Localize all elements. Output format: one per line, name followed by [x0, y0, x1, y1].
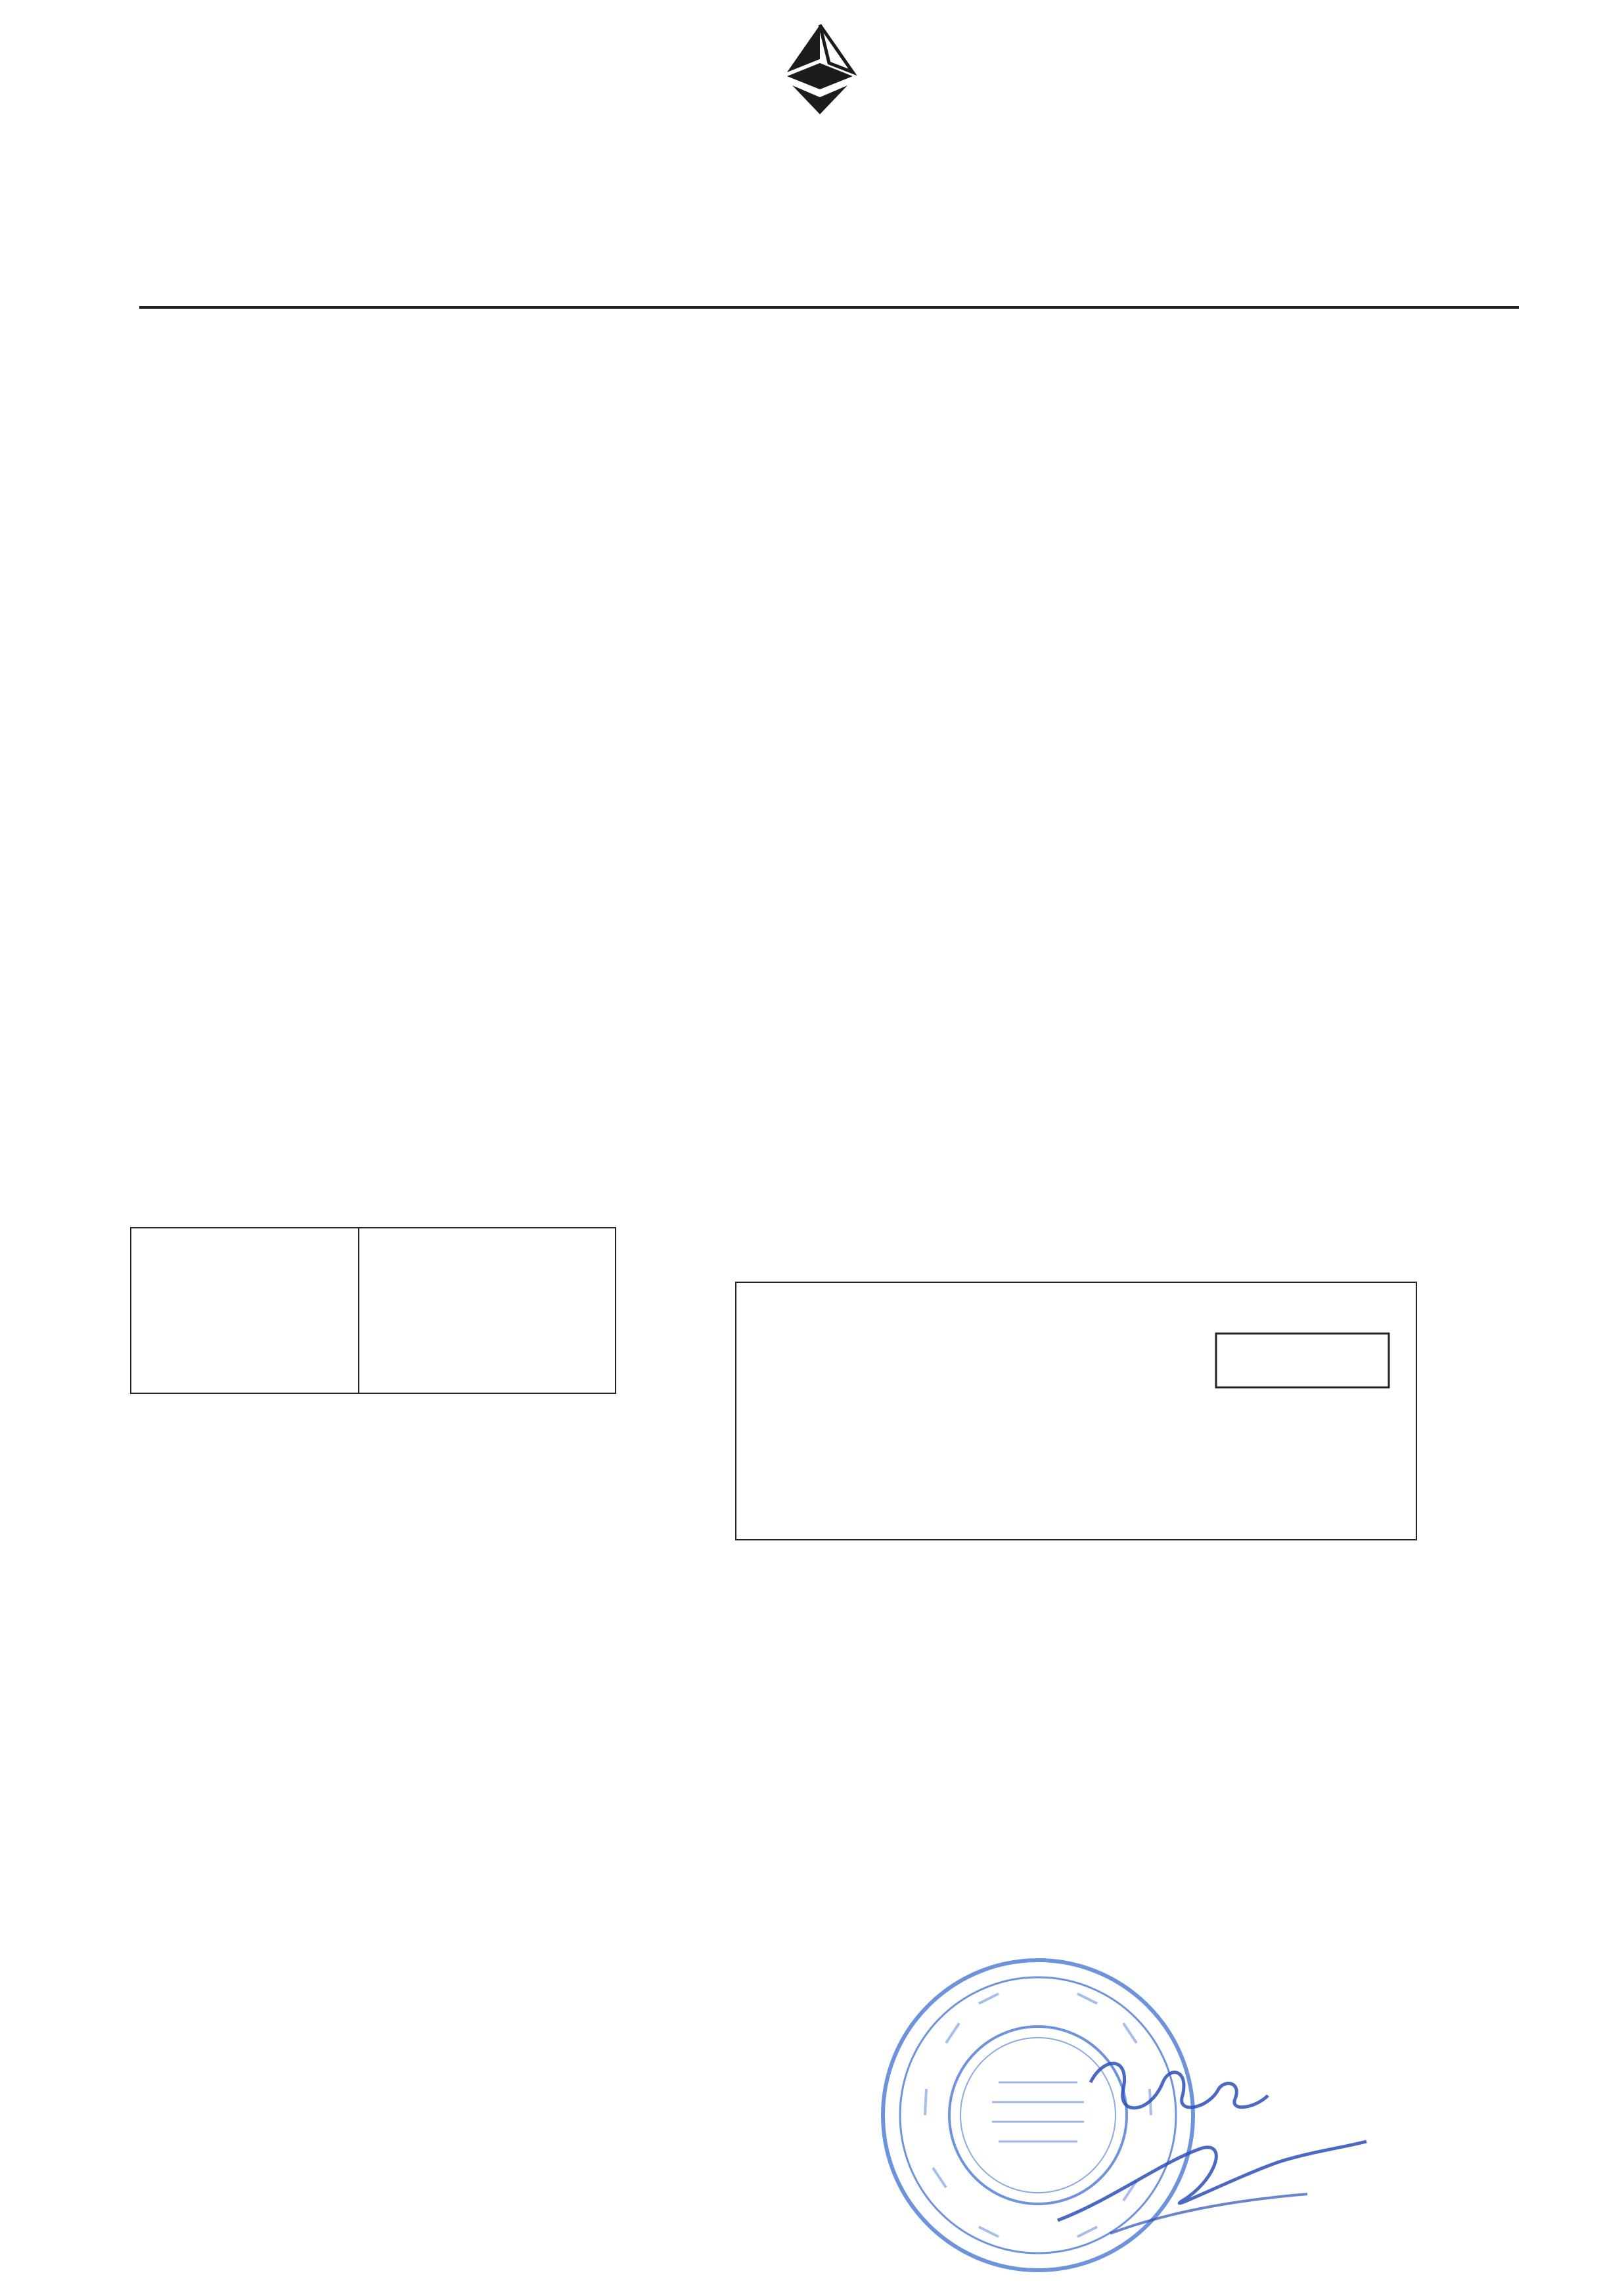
lnw-box — [1216, 1334, 1389, 1387]
signature-2-icon — [1031, 2122, 1373, 2239]
table-header-row — [131, 1228, 616, 1393]
ministry-logo-icon — [774, 20, 866, 118]
plot-frame — [736, 1282, 1416, 1540]
frequency-chart — [650, 1235, 1537, 1721]
results-table — [130, 1227, 616, 1394]
header-divider — [139, 306, 1519, 309]
col2-header — [359, 1228, 616, 1393]
col1-header — [131, 1228, 359, 1393]
